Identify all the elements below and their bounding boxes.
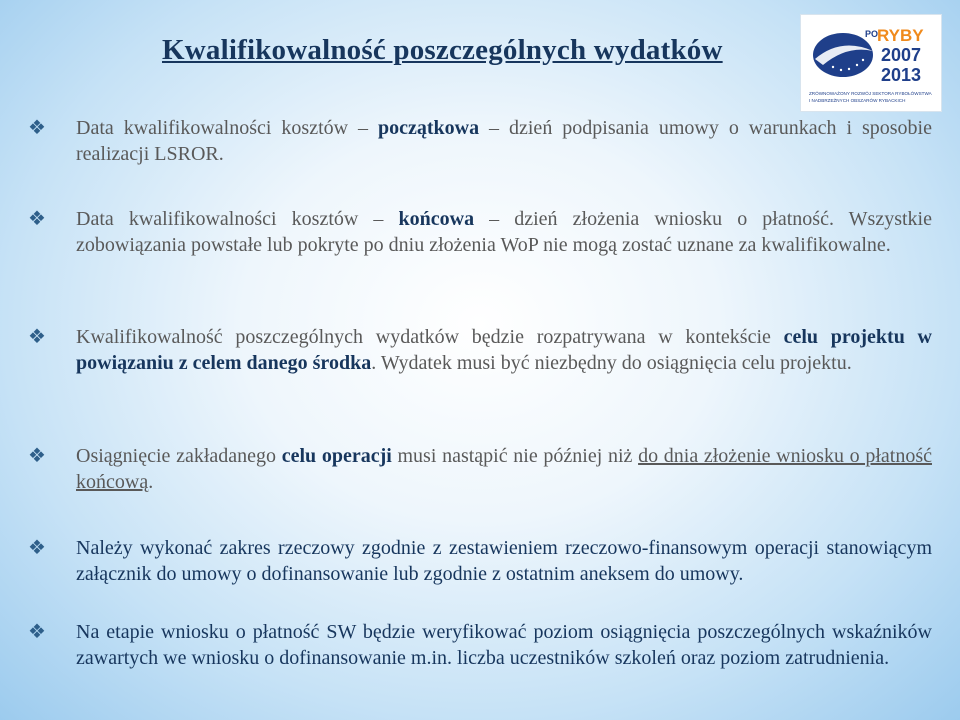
bullet-text-2: Data kwalifikowalności kosztów – końcowa – dzień złożenia wniosku o płatność. Wszystkie zobowiązania powstałe lub pokryte po dniu złożenia WoP nie mogą zostać uznane za kwalifikowalne. [76,208,932,256]
diamond-bullet-icon: ❖ [28,537,46,559]
po-ryby-logo-graphic [801,15,941,111]
diamond-bullet-icon: ❖ [28,208,46,230]
diamond-bullet-icon: ❖ [28,326,46,348]
bullet-item-3 [28,324,932,376]
logo-caption-line1: ZRÓWNOWAŻONY ROZWÓJ SEKTORA RYBOŁÓWSTWA [809,91,932,96]
diamond-bullet-icon: ❖ [28,621,46,643]
logo-caption-line2: I NADBRZEŻNYCH OBSZARÓW RYBACKICH [809,98,906,103]
bullet-3-bold: celu projektu w powiązaniu z celem danego środka [76,326,932,374]
logo-year-bottom: 2013 [881,65,922,85]
bullet-text-3: Kwalifikowalność poszczególnych wydatków będzie rozpatrywana w kontekście celu projektu w powiązaniu z celem danego środka. Wydatek musi być niezbędny do osiągnięcia celu projektu. [76,326,932,374]
bullet-item-5 [28,535,932,587]
diamond-bullet-icon: ❖ [28,445,46,467]
diamond-bullet-icon: ❖ [28,117,46,139]
logo-po: PO [865,29,879,39]
bullet-item-2 [28,206,932,258]
po-ryby-logo [800,14,942,112]
bullet-text-4: Osiągnięcie zakładanego celu operacji musi nastąpić nie później niż do dnia złożenie wniosku o płatność końcową. [76,445,932,493]
bullet-2-bold: końcowa [398,208,475,230]
bullet-text-1: Data kwalifikowalności kosztów – początkowa – dzień podpisania umowy o warunkach i sposobie realizacji LSROR. [76,117,932,165]
bullet-1-bold: początkowa [377,117,480,139]
bullet-text-6: Na etapie wniosku o płatność SW będzie weryfikować poziom osiągnięcia poszczególnych wskaźników zawartych we wniosku o dofinansowanie m.in. liczba uczestników szkoleń oraz poziom zatrudnienia. [76,621,932,669]
bullet-4-bold: celu operacji [281,445,392,467]
logo-ryby: RYBY [877,26,924,45]
bullet-item-1 [28,115,932,167]
bullet-item-4 [28,443,932,495]
logo-year-top: 2007 [881,45,922,65]
bullet-text-5: Należy wykonać zakres rzeczowy zgodnie z zestawieniem rzeczowo-finansowym operacji stanowiącym załącznik do umowy o dofinansowanie lub zgodnie z ostatnim aneksem do umowy. [76,537,932,585]
bullet-item-6 [28,619,932,671]
bullet-4-underlined: do dnia złożenie wniosku o płatność końcową [76,445,932,493]
page-title: Kwalifikowalność poszczególnych wydatków [162,34,723,66]
